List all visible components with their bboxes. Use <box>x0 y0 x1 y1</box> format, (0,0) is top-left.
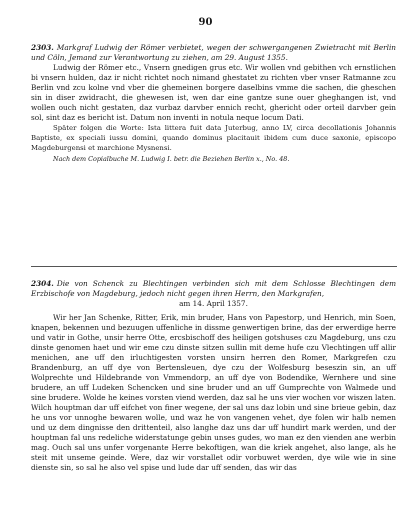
document-2303 <box>31 43 396 164</box>
doc-body: Ludwig der Römer etc., Vnsern gnedigen grus etc. Wir wollen vnd gebithen vch ernstlichen bi vnsern hulden, daz ir nicht richtet noch nimand ghestatet zu richten vber vnser Ratmanne zcu Berlin vnd zcu kolne vnd vber die ghemeinen borgere daselbins vmme die sachen, die gheschen sin in diser zwidracht, die ghewesen ist, wen dar eine gantze sune ouer gheghangen ist, vnd wollen ouch nicht gestaten, daz vurbaz darvber ennich recht, ghericht oder orteil darvber gein sol, sint daz es bericht ist. Datum non inventi in notula neque locum Dati. <box>31 63 396 122</box>
document-2304 <box>31 279 396 473</box>
doc-heading-text: Die von Schenck zu Blechtingen verbinden sich mit dem Schlosse Blechtingen dem Erzbischofe von Magdeburg, jedoch nicht gegen ihren Herrn, den Markgrafen, <box>31 279 396 298</box>
section-divider <box>31 266 397 267</box>
doc-heading <box>31 43 396 63</box>
doc-heading <box>31 279 396 299</box>
doc-number: 2304. <box>31 279 54 288</box>
doc-date: am 14. April 1357. <box>179 299 248 308</box>
page-number: 90 <box>198 17 213 28</box>
doc-body: Wir her Jan Schenke, Ritter, Erik, min bruder, Hans von Papestorp, und Henrich, min Soen, knapen, bekennen und bezuugen uffenliche in dissme genwertigen brine, das der erwerdige herre und vatir in Gothe, unsir herre Otte, ercsbischoff des heiligen gotshuses czu Magdeburg, uns czu dinste genomen haet und wir eme czu dinste sitzen sullin mit deme hufe czu Vlechtingen uff allir menichen, ane uff den irluchtigesten vorsten unsirn herren den Romer, Markgrefen czu Brandenburg, an uff dye von Bertensleuen, dye czu der Wolfesburg beseszin sin, an uff Wolprechte und Hildebrande von Vmmendorp, an uff dye von Bodendike, Wernhere und sine brudere, an uff Ludeken Schencken und sine bruder und an uff Gumprechte von Walmede und sine brudere. Wolde he keines vorsten viend werden, daz sal he uns vier wochen vor wiszen laten. Wilch houptman dar uff eifchet von finer wegene, der sal uns daz lobin und sine brieue gebin, daz he uns vor unnoghe bewaren wolle, und waz he von vangenen vehet, dye folen wir halb nemen und uz dem dingnisse den drittenteil, also langhe daz uns dar uff hundirt mark werden, und der houptman fal uns redeliche widerstatunge gebin unses gudes, wo man ez den vienden ane werbin mag. Ouch sal uns unfer vorgenante Herre bekoftigen, wan die kriek angehet, also lange, als he steit mit unseme geinde. Were, daz wir vorstallet odir vorbuwet werden, dye wile wie in sine dienste sin, so sal he also vel spise und lude dar uff senden, das wir das <box>31 313 396 472</box>
doc-number: 2303. <box>31 43 54 52</box>
doc-heading-text: Markgraf Ludwig der Römer verbietet, wegen der schwergangenen Zwietracht mit Berlin und Cöln, Jemand zur Verantwortung zu ziehen, am 29. August 1355. <box>31 43 396 62</box>
doc-source: Nach dem Copialbuche M. Ludwig I. betr. die Beziehen Berlin x., No. 48. <box>53 155 290 163</box>
doc-latin-note: Später folgen die Worte: Ista littera fuit data Juterbug, anno LV, circa decollationis Johannis Baptiste, ex speciali iussu domini, quando dominus placitauit ibidem cum duce saxonie, episcopo Magdeburgensi et marchione Mysnensi. <box>31 124 396 152</box>
